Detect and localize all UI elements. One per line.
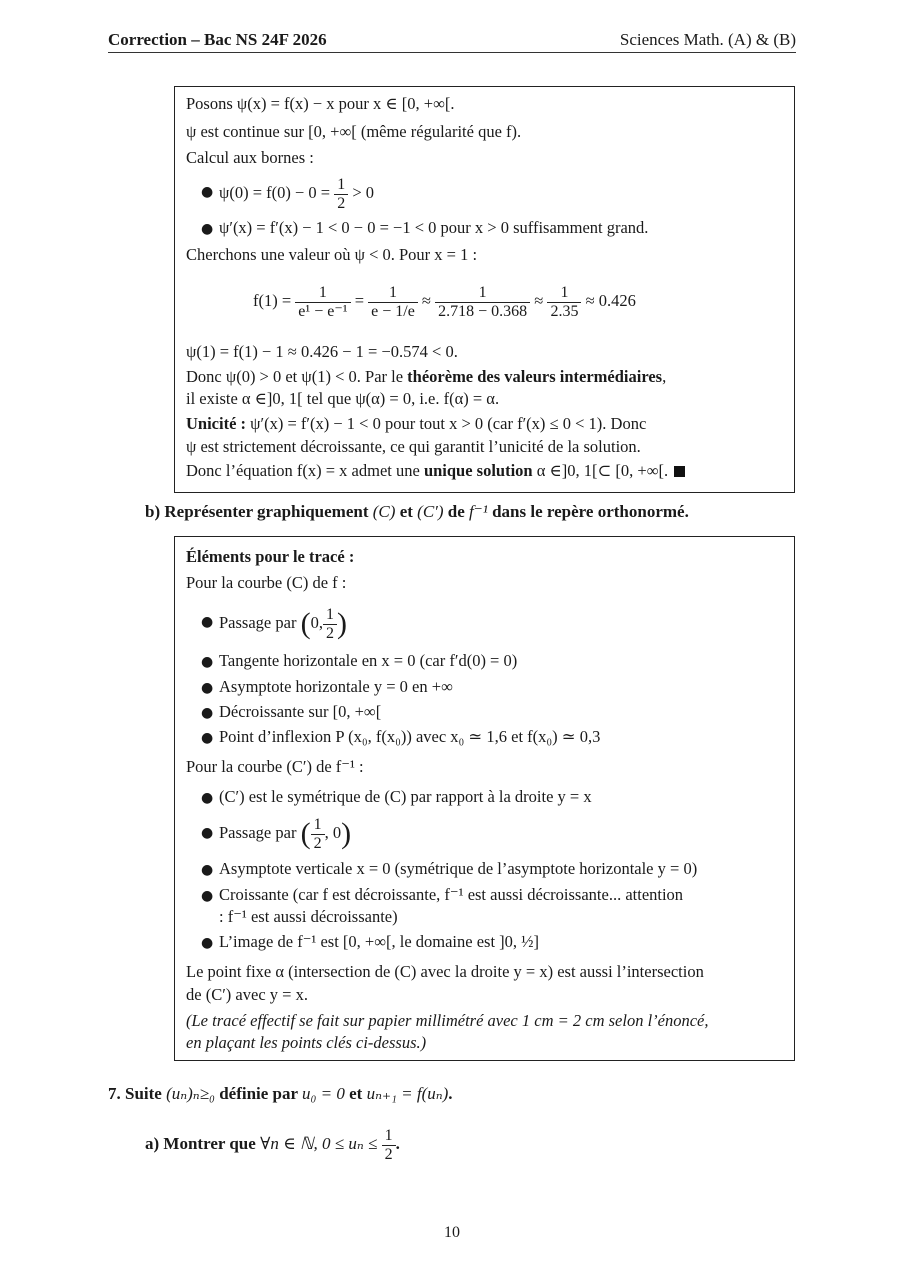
q7a-inequality: ∀n ∈ ℕ, 0 ≤ uₙ ≤ [260, 1134, 378, 1153]
fixed-point-line-1: Le point fixe α (intersection de (C) avec la droite y = x) est aussi l’intersection [186, 962, 704, 981]
c-item-5: Point d’inflexion P (x₀, f(x₀)) avec x₀ ≃ 1,6 et f(x₀) ≃ 0,3 [219, 727, 601, 746]
approx-sign: ≈ [534, 291, 544, 310]
proof-line-2: ψ est continue sur [0, +∞[ (même régularité que f). [186, 122, 522, 141]
question-7-heading [108, 1084, 453, 1104]
unique-solution: unique solution [423, 461, 533, 480]
curve-cp-intro: Pour la courbe (C′) de f⁻¹ : [186, 757, 364, 776]
curve-c-intro: Pour la courbe (C) de f : [186, 573, 347, 592]
frac-num: 1 [368, 284, 418, 303]
curve-c-prime: (C′) [417, 502, 444, 521]
bullet-icon: ● [201, 730, 214, 746]
bullet-icon: ● [201, 888, 214, 904]
section-b-of: de [443, 502, 470, 521]
section-b-heading [145, 502, 689, 522]
line-10-text: Donc l’équation f(x) = x admet une [186, 461, 424, 480]
section-b-end: dans le repère orthonormé. [487, 502, 689, 521]
q7a-text: Montrer que [163, 1134, 261, 1153]
eq-frac-1 [295, 284, 350, 321]
frac-den: 2 [313, 834, 322, 852]
proof-line-8 [186, 414, 646, 434]
fixed-point-line-2: de (C′) avec y = x. [186, 985, 308, 1004]
frac-den: 2 [384, 1145, 393, 1163]
cp-item-3: Asymptote verticale x = 0 (symétrique de l’asymptote horizontale y = 0) [219, 859, 698, 878]
frac-num: 1 [311, 816, 325, 835]
frac-den: 2 [325, 624, 334, 642]
eq-sign: = [354, 291, 364, 310]
line-8-text: ψ′(x) = f′(x) − 1 < 0 pour tout x > 0 (car f′(x) ≤ 0 < 1). Donc [246, 414, 647, 433]
paren-close: ) [336, 607, 347, 641]
bullet-icon: ● [201, 862, 214, 878]
bullet-icon: ● [201, 705, 214, 721]
frac-num: 1 [323, 606, 337, 625]
d2-point: , 0 [324, 823, 342, 842]
frac-num: 1 [435, 284, 530, 303]
proof-line-1: Posons ψ(x) = f(x) − x pour x ∈ [0, +∞[. [186, 94, 455, 113]
paren-open: ( [300, 607, 311, 641]
eq-lhs: f(1) = [253, 291, 292, 310]
proof-line-10 [186, 461, 685, 481]
plot-elements-box [174, 536, 795, 1061]
cp-item-5: L’image de f⁻¹ est [0, +∞[, le domaine est ]0, ½] [219, 932, 540, 951]
proof-line-3: Calcul aux bornes : [186, 148, 314, 167]
frac-num: 1 [547, 284, 581, 303]
bullet-icon: ● [201, 654, 214, 670]
section-b-and: et [395, 502, 418, 521]
proof-line-4: Cherchons une valeur où ψ < 0. Pour x = 1 : [186, 245, 478, 264]
bullet-icon: ● [201, 184, 214, 200]
c-item-2: Tangente horizontale en x = 0 (car f′d(0) = 0) [219, 651, 518, 670]
proof-box [174, 86, 795, 493]
section-b-label: b) [145, 502, 161, 521]
proof-line-5: ψ(1) = f(1) − 1 ≈ 0.426 − 1 = −0.574 < 0. [186, 342, 458, 361]
frac-den: e¹ − e⁻¹ [298, 302, 348, 320]
fraction-half [334, 176, 348, 213]
qed-icon [674, 466, 685, 477]
bullet-icon: ● [201, 790, 214, 806]
proof-line-6 [186, 367, 666, 387]
curve-c: (C) [372, 502, 396, 521]
frac-den: 2.35 [550, 302, 579, 320]
bullet-icon: ● [201, 825, 214, 841]
frac-den: 2.718 − 0.368 [438, 302, 528, 320]
equation-f1 [253, 279, 636, 323]
cp-item-2 [219, 809, 351, 858]
frac-num: 1 [295, 284, 350, 303]
cp-item-1: (C′) est le symétrique de (C) par rapport à la droite y = x [219, 787, 592, 806]
bullet-1-left: ψ(0) = f(0) − 0 = [219, 183, 331, 202]
note-line-1: (Le tracé effectif se fait sur papier millimétré avec 1 cm = 2 cm selon l’énoncé, [186, 1011, 709, 1030]
header-title: Correction – Bac NS 24F 2026 [108, 30, 327, 49]
question-7a-heading [145, 1122, 400, 1166]
d2-label: Passage par [219, 823, 297, 842]
q7-end: . [448, 1084, 453, 1103]
q7a-fraction [382, 1127, 396, 1164]
q7-number: 7. [108, 1084, 121, 1103]
frac-den: 2 [337, 194, 346, 212]
recurrence-relation: uₙ₊₁ = f(uₙ) [366, 1084, 449, 1103]
proof-bullet-1 [219, 171, 374, 215]
approx-sign: ≈ [421, 291, 431, 310]
bullet-icon: ● [201, 221, 214, 237]
c-item-1 [219, 599, 347, 648]
cp-item-4-line-1: Croissante (car f est décroissante, f⁻¹ est aussi décroissante... attention [219, 885, 684, 904]
box2-title: Éléments pour le tracé : [186, 547, 355, 566]
c-item-3: Asymptote horizontale y = 0 en +∞ [219, 677, 453, 696]
theorem-name: théorème des valeurs intermédiaires [407, 367, 663, 386]
initial-term: u₀ = 0 [302, 1084, 345, 1103]
note-line-2: en plaçant les points clés ci-dessus.) [186, 1033, 427, 1052]
frac-num: 1 [382, 1127, 396, 1146]
proof-line-9: ψ est strictement décroissante, ce qui garantit l’unicité de la solution. [186, 437, 641, 456]
page-header [108, 30, 796, 53]
d2-fraction [311, 816, 325, 853]
c1-fraction [323, 606, 337, 643]
c1-point: 0, [310, 613, 323, 632]
header-subject: Sciences Math. (A) & (B) [619, 30, 796, 49]
sequence-name: (uₙ)ₙ≥₀ [166, 1084, 215, 1103]
eq-frac-3 [435, 284, 530, 321]
proof-bullet-2: ψ′(x) = f′(x) − 1 < 0 − 0 = −1 < 0 pour x > 0 suffisamment grand. [219, 218, 649, 237]
line-6-text: Donc ψ(0) > 0 et ψ(1) < 0. Par le [186, 367, 408, 386]
eq-result: ≈ 0.426 [585, 291, 636, 310]
frac-num: 1 [334, 176, 348, 195]
c1-label: Passage par [219, 613, 297, 632]
section-b-text: Représenter graphiquement [164, 502, 373, 521]
c-item-4: Décroissante sur [0, +∞[ [219, 702, 382, 721]
bullet-icon: ● [201, 614, 214, 630]
line-10-end: α ∈]0, 1[⊂ [0, +∞[. [532, 461, 669, 480]
bullet-1-right: > 0 [352, 183, 375, 202]
paren-open: ( [300, 817, 311, 851]
proof-line-7: il existe α ∈]0, 1[ tel que ψ(α) = 0, i.e. f(α) = α. [186, 389, 500, 408]
eq-frac-2 [368, 284, 418, 321]
cp-item-4-line-2: : f⁻¹ est aussi décroissante) [219, 907, 398, 926]
q7a-label: a) [145, 1134, 160, 1153]
eq-frac-4 [547, 284, 581, 321]
bullet-icon: ● [201, 935, 214, 951]
q7a-end: . [395, 1134, 400, 1153]
q7-text: Suite [125, 1084, 167, 1103]
bullet-icon: ● [201, 680, 214, 696]
q7-and: et [344, 1084, 367, 1103]
frac-den: e − 1/e [371, 302, 415, 320]
paren-close: ) [341, 817, 352, 851]
uniqueness-label: Unicité : [186, 414, 247, 433]
line-6-comma: , [662, 367, 667, 386]
q7-defined-by: définie par [214, 1084, 302, 1103]
inverse-function: f⁻¹ [469, 502, 488, 521]
page-number: 10 [444, 1224, 460, 1241]
